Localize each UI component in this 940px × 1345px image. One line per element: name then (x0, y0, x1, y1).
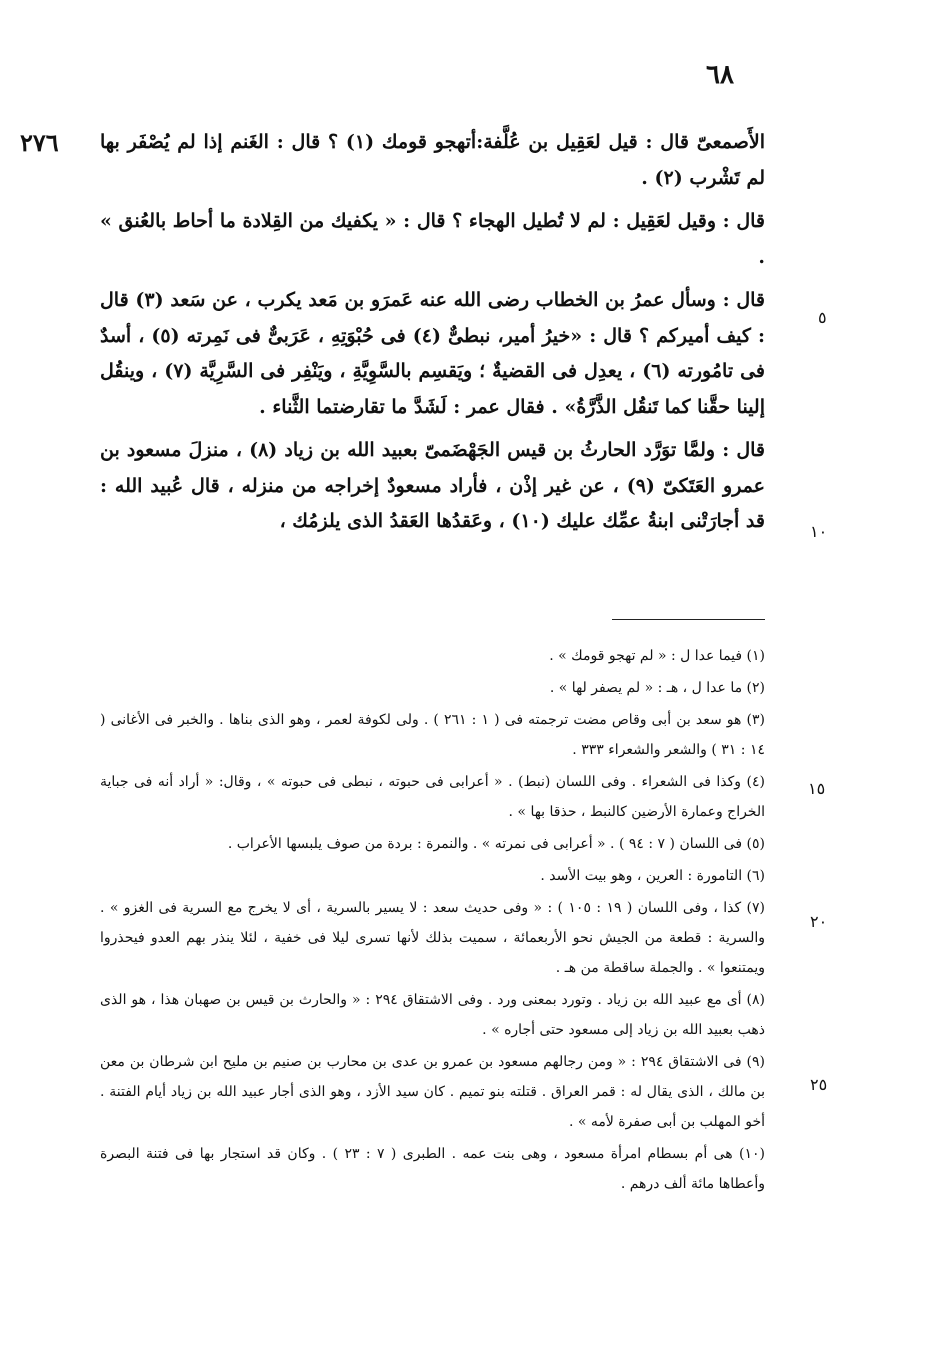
line-number-25: ٢٥ (810, 1075, 828, 1094)
paragraph: قال : وسأل عمرُ بن الخطاب رضى الله عنه عَمرَو بن مَعد يكرب ، عن سَعد (٣) قال : كيف أميركم ؟ قال : «خيرُ أمير، نبطىٌّ (٤) فى حُبْوَتِهِ ، عَرَبىٌّ فى نَمِرته (٥) ، أسدٌ فى تامُورته (٦) ، يعدِل فى القضيةٌ ؛ ويَقسِم بالسَّوِيَّةِ ، ويَنْفِر فى السَّرِيَّة (٧) ، وينقُل إلينا حقَّنا كما تَنقُل الذَّرَّةُ» . فقال عمر : لَشَدَّ ما تقارضتما الثَّناء . (100, 289, 765, 418)
footnote: (٢) ما عدا ل ، هـ : « لم يصفر لها » . (549, 680, 765, 696)
footnote: (٧) كذا ، وفى اللسان ( ١٩ : ١٠٥ ) : « وفى حديث سعد : لا يسير بالسرية ، أى لا يخرج مع السرية فى الغزو » . والسرية : قطعة من الجيش نحو الأربعمائة ، سميت بذلك لأنها تسرى ليلا فى خفية ، لئلا ينذر بهم العدو فيحذروا ويمتنعوا » . والجملة ساقطة من هـ . (100, 900, 766, 976)
main-text (100, 125, 765, 540)
page-number: ٦٨ (706, 60, 734, 90)
footnote: (١) فيما عدا ل : « لم تهجو قومك » . (549, 648, 765, 664)
footnote: (١٠) هى أم بسطام امرأة مسعود ، وهى بنت عمه . الطبرى ( ٧ : ٢٣ ) . وكان قد استجار بها فى فتنة البصرة وأعطاها مائة ألف درهم . (100, 1146, 765, 1192)
entry-number: ٢٧٦ (20, 128, 59, 157)
footnote-divider (612, 619, 765, 620)
footnote: (٨) أى مع عبيد الله بن زياد . وتورد بمعنى ورد . وفى الاشتقاق ٢٩٤ : « والحارث بن قيس بن صهبان هذا ، هو الذى ذهب بعبيد الله بن زياد إلى مسعود حتى أجاره » . (100, 992, 765, 1038)
line-number-5: ٥ (818, 308, 827, 327)
paragraph: قال : وقيل لعَقِيل : لم لا تُطيل الهجاء ؟ قال : « يكفيك من القِلادة ما أحاط بالعُنق » . (100, 210, 765, 268)
footnote: (٩) فى الاشتقاق ٢٩٤ : « ومن رجالهم مسعود بن عمرو بن عدى بن محارب بن صنيم بن مليح ابن شرطان بن معن بن مالك ، الذى يقال له : قمر العراق . قتلته بنو تميم . كان سيد الأزد ، وهو الذى أجار عبيد الله بن زياد أيام الفتنة . أخو المهلب بن أبى صفرة لأمه » . (100, 1054, 765, 1130)
line-number-15: ١٥ (808, 779, 826, 798)
footnote: (٣) هو سعد بن أبى وقاص مضت ترجمته فى ( ١ : ٢٦١ ) . ولى لكوفة لعمر ، وهو الذى بناها . والخبر فى الأغانى ( ١٤ : ٣١ ) والشعر والشعراء ٣٣٣ . (100, 712, 765, 758)
line-number-10: ١٠ (810, 522, 828, 541)
paragraph: قال : ولمَّا توَرَّد الحارثُ بن قيس الجَهْضَمىّ بعبيد الله بن زياد (٨) ، منزلَ مسعود بن عمرو العَتَكىّ (٩) ، عن غير إذْن ، فأراد مسعودٌ إخراجه من منزله ، قال عُبيد الله : قد أجارَتْنى ابنةُ عمِّك عليك (١٠) ، وعَقدُها العَقدُ الذى يلزمُك ، (100, 439, 765, 532)
line-number-20: ٢٠ (810, 912, 828, 931)
footnote: (٤) وكذا فى الشعراء . وفى اللسان (نبط) . « أعرابى فى حبوته ، نبطى فى حبوته » ، وقال: « أراد أنه فى جباية الخراج وعمارة الأرضين كالنبط ، حذقا بها » . (100, 774, 765, 820)
footnote: (٥) فى اللسان ( ٧ : ٩٤ ) . « أعرابى فى نمرته » . والنمرة : بردة من صوف يلبسها الأعراب . (227, 836, 765, 852)
footnotes (100, 641, 765, 1199)
paragraph: الأَصمعىّ قال : قيل لعَقِيل بن عُلَّفة:أتهجو قومك (١) ؟ قال : الغَنم إذا لم يُصْفَر بها لم تَشْرب (٢) . (100, 131, 765, 189)
footnote: (٦) التامورة : العرين ، وهو بيت الأسد . (540, 868, 765, 884)
